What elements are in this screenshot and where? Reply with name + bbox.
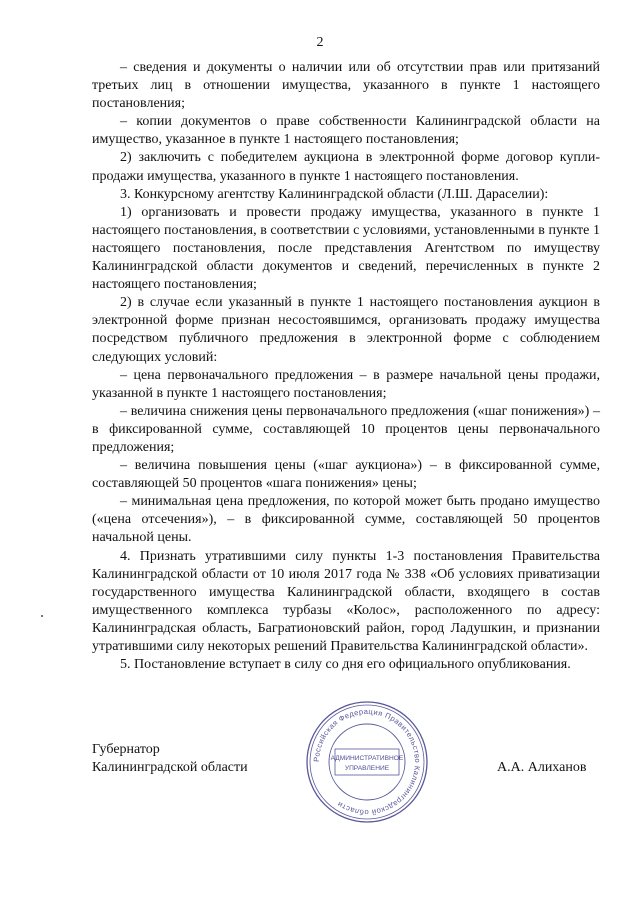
paragraph: 5. Постановление вступает в силу со дня его официального опубликования. [120, 657, 571, 673]
paragraph: – величина снижения цены первоначального предложения («шаг понижения») – в фиксированной сумме, составляющей 10 процентов цены первоначального предложения; [92, 403, 600, 455]
paragraph: 1) организовать и провести продажу имущества, указанного в пункте 1 настоящего постановления, в соответствии с условиями, установленными в пункте 1 настоящего постановления, после представления Агентством по имуществу Калининградской области документов и сведений, перечисленных в пункте 2 настоящего постановления; [92, 204, 600, 293]
signatory-name: А.А. Алиханов [497, 760, 587, 775]
seal-ring-text: Российская Федерация Правительство Калининградской области [311, 706, 423, 818]
paragraph: – сведения и документы о наличии или об отсутствии прав или притязаний третьих лиц в отношении имущества, указанного в пункте 1 настоящего постановления; [92, 60, 600, 112]
signatory-title-line1: Губернатор [92, 742, 160, 757]
document-body [92, 59, 600, 674]
seal-center-line2: УПРАВЛЕНИЕ [344, 765, 390, 772]
signatory-title-line2: Калининградской области [92, 760, 248, 775]
paragraph: 2) заключить с победителем аукциона в электронной форме договор купли-продажи имущества, указанного в пункте 1 настоящего постановления. [92, 150, 600, 184]
seal-center-line1: АДМИНИСТРАТИВНОЕ [330, 755, 404, 762]
paragraph: 2) в случае если указанный в пункте 1 настоящего постановления аукцион в электронной форме признан несостоявшимся, организовать продажу имущества посредством публичного предложения в электронной форме с соблюдением следующих условий: [92, 295, 600, 365]
page-number: 2 [316, 35, 324, 50]
margin-mark [41, 615, 43, 617]
official-seal-stamp [305, 700, 429, 824]
paragraph: 3. Конкурсному агентству Калининградской области (Л.Ш. Дараселии): [120, 186, 549, 202]
paragraph: 4. Признать утратившими силу пункты 1-3 постановления Правительства Калининградской области от 10 июля 2017 года № 338 «Об условиях приватизации государственного имущества Калининградской области, входящего в состав имущественного комплекса турбазы «Колос», расположенного по адресу: Калининградская область, Багратионовский район, город Ладушкин, и признании утратившими силу некоторых решений Правительства Калининградской области». [92, 548, 600, 654]
paragraph: – минимальная цена предложения, по которой может быть продано имущество («цена отсечения»), – в фиксированной сумме, составляющей 50 процентов начальной цены. [92, 494, 600, 546]
paragraph: – копии документов о праве собственности Калининградской области на имущество, указанное в пункте 1 настоящего постановления; [92, 114, 600, 148]
signatory-title [92, 741, 248, 777]
paragraph: – величина повышения цены («шаг аукциона») – в фиксированной сумме, составляющей 50 процентов «шага понижения» цены; [92, 458, 600, 492]
paragraph: – цена первоначального предложения – в размере начальной цены продажи, указанной в пункте 1 настоящего постановления; [92, 367, 600, 401]
